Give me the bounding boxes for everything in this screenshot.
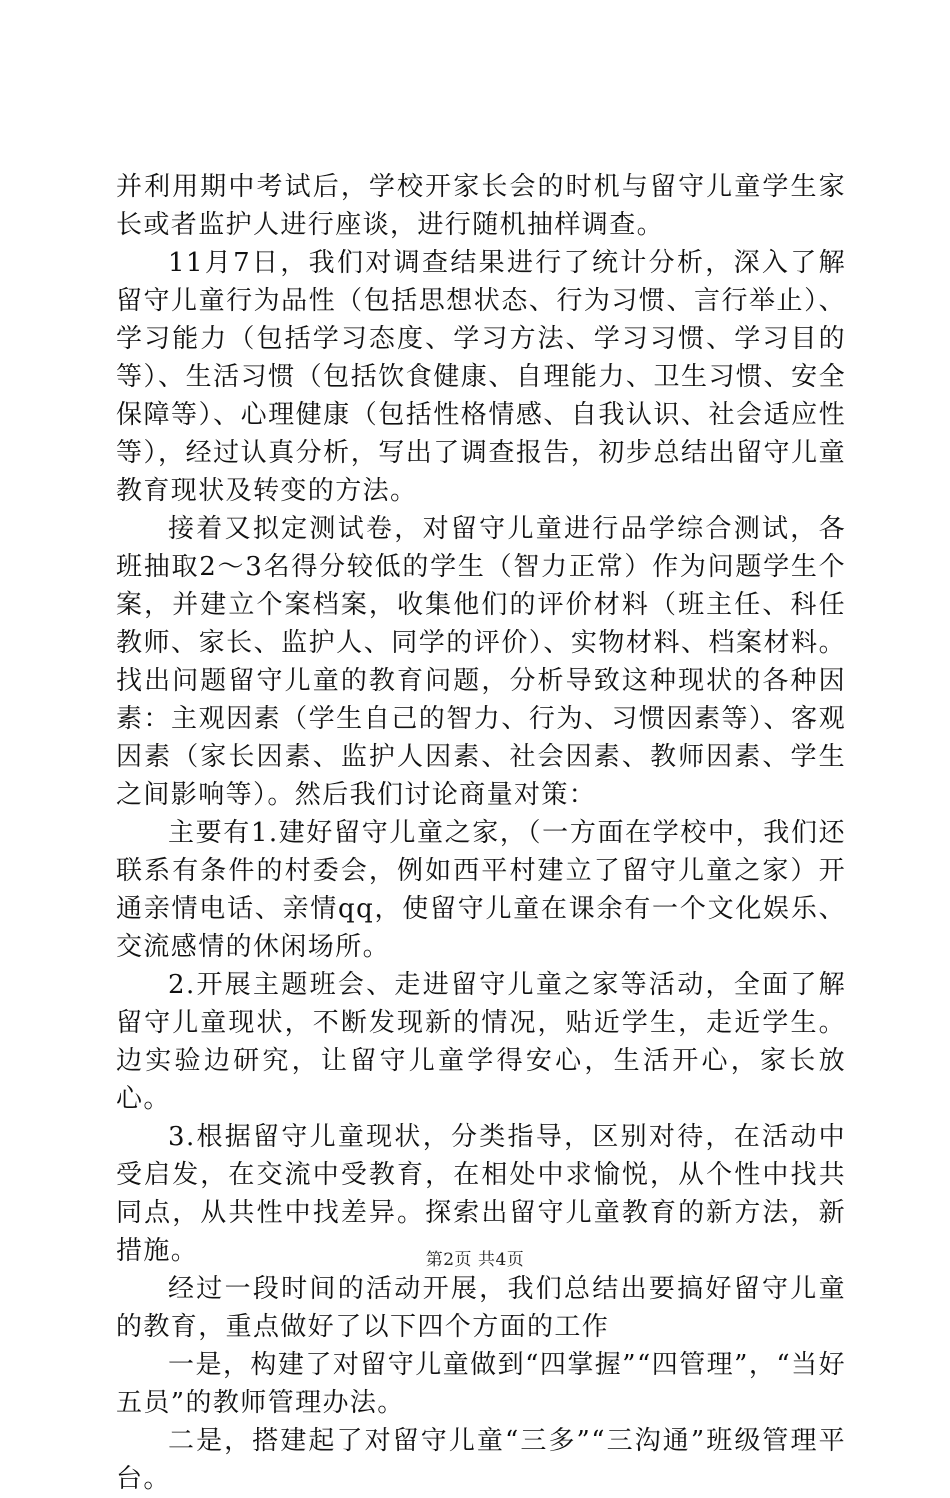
paragraph: 11月7日，我们对调查结果进行了统计分析，深入了解留守儿童行为品性（包括思想状态、行为习惯、言行举止）、学习能力（包括学习态度、学习方法、学习习惯、学习目的等）、生活习惯（包括饮食健康、自理能力、卫生习惯、安全保障等）、心理健康（包括性格情感、自我认识、社会适应性等），经过认真分析，写出了调查报告，初步总结出留守儿童教育现状及转变的方法。 (116, 248, 846, 506)
paragraph: 并利用期中考试后，学校开家长会的时机与留守儿童学生家长或者监护人进行座谈，进行随机抽样调查。 (116, 172, 846, 240)
page-number-footer: 第2页 共4页 (425, 1250, 525, 1270)
paragraph: 二是，搭建起了对留守儿童“三多”“三沟通”班级管理平台。 (116, 1426, 846, 1494)
paragraph: 接着又拟定测试卷，对留守儿童进行品学综合测试，各班抽取2～3名得分较低的学生（智力正常）作为问题学生个案，并建立个案档案，收集他们的评价材料（班主任、科任教师、家长、监护人、同学的评价）、实物材料、档案材料。找出问题留守儿童的教育问题，分析导致这种现状的各种因素：主观因素（学生自己的智力、行为、习惯因素等）、客观因素（家长因素、监护人因素、社会因素、教师因素、学生之间影响等）。然后我们讨论商量对策： (116, 514, 846, 810)
paragraph: 一是，构建了对留守儿童做到“四掌握”“四管理”，“当好五员”的教师管理办法。 (116, 1350, 846, 1418)
document-body (116, 168, 846, 1498)
paragraph: 主要有1.建好留守儿童之家，（一方面在学校中，我们还联系有条件的村委会，例如西平村建立了留守儿童之家）开通亲情电话、亲情qq，使留守儿童在课余有一个文化娱乐、交流感情的休闲场所。 (116, 818, 846, 962)
paragraph: 3.根据留守儿童现状，分类指导，区别对待，在活动中受启发，在交流中受教育，在相处中求愉悦，从个性中找共同点，从共性中找差异。探索出留守儿童教育的新方法，新措施。 (116, 1122, 846, 1266)
paragraph: 2.开展主题班会、走进留守儿童之家等活动，全面了解留守儿童现状，不断发现新的情况，贴近学生，走近学生。边实验边研究，让留守儿童学得安心，生活开心，家长放心。 (116, 970, 846, 1114)
paragraph: 经过一段时间的活动开展，我们总结出要搞好留守儿童的教育，重点做好了以下四个方面的工作 (116, 1274, 846, 1342)
